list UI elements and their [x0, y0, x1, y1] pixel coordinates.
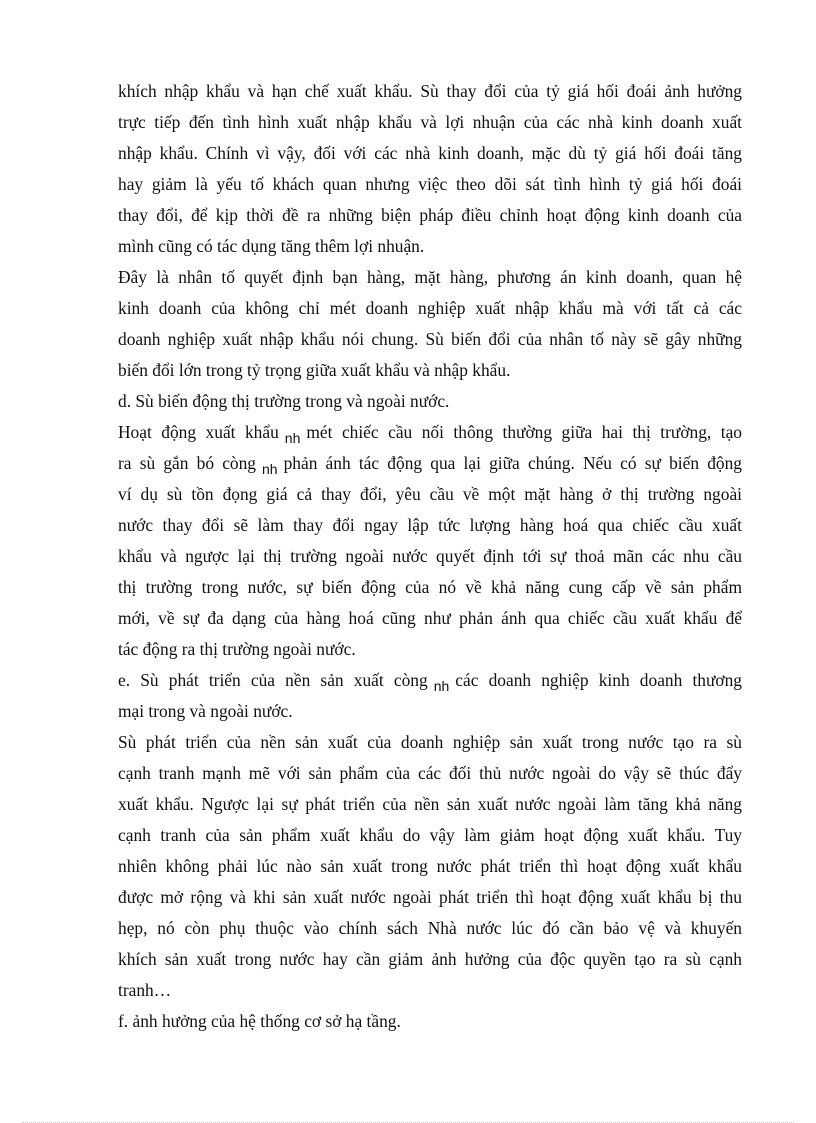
text-line: hẹp, nó còn phụ thuộc vào chính sách Nhà nước lúc đó cần bảo vệ và khuyến — [118, 918, 742, 938]
document-body — [118, 76, 742, 1037]
text-line: nước thay đổi sẽ làm thay đổi ngay lập tức lượng hàng hoá qua chiếc cầu xuất — [118, 515, 742, 535]
text-line: thay đổi, để kịp thời đề ra những biện pháp điều chỉnh hoạt động kinh doanh của — [118, 205, 742, 225]
text-line: mới, về sự đa dạng của hàng hoá cũng như phản ánh qua chiếc cầu xuất khẩu để — [118, 608, 742, 628]
text-line: xuất khẩu. Ngược lại sự phát triển của nền sản xuất nước ngoài làm tăng khả năng — [118, 794, 742, 814]
paragraph-market-fluctuation — [118, 417, 742, 665]
text-line: Đây là nhân tố quyết định bạn hàng, mặt hàng, phương án kinh doanh, quan hệ — [118, 267, 742, 287]
text-line: kinh doanh của không chỉ mét doanh nghiệp xuất nhập khẩu mà với tất cả các — [118, 298, 742, 318]
text-segment: phản ánh tác động qua lại giữa chúng. Nếu có sự biến động — [283, 453, 743, 473]
text-segment: các doanh nghiệp kinh doanh thương — [455, 670, 742, 690]
text-line: cạnh tranh mạnh mẽ với sản phẩm của các đối thủ nước ngoài do vậy sẽ thúc đẩy — [118, 763, 742, 783]
glyph-nh: nh — [262, 461, 278, 477]
text-line: ví dụ sù tồn đọng giá cả thay đổi, yêu cầu về một mặt hàng ở thị trường ngoài — [118, 484, 742, 504]
text-line — [118, 417, 742, 448]
section-heading-d: d. Sù biến động thị trường trong và ngoài nước. — [118, 391, 450, 411]
text-line: mại trong và ngoài nước. — [118, 701, 293, 721]
text-line: Sù phát triển của nền sản xuất của doanh nghiệp sản xuất trong nước tạo ra sù — [118, 732, 742, 752]
paragraph-exchange-rate — [118, 76, 742, 262]
text-line: tranh… — [118, 980, 172, 1000]
text-line: trực tiếp đến tình hình xuất nhập khẩu và lợi nhuận của các nhà kinh doanh xuất — [118, 112, 742, 132]
text-segment: e. Sù phát triển của nền sản xuất còng — [118, 670, 428, 690]
glyph-nh: nh — [433, 678, 450, 694]
text-line: nhiên không phải lúc nào sản xuất trong nước phát triển thì hoạt động xuất khẩu — [118, 856, 742, 876]
text-line: biến đổi lớn trong tỷ trọng giữa xuất khẩu và nhập khẩu. — [118, 360, 511, 380]
glyph-nh: nh — [284, 430, 301, 446]
paragraph-production-development — [118, 727, 742, 1006]
text-line — [118, 665, 742, 696]
text-line: khích nhập khẩu và hạn chế xuất khẩu. Sù thay đổi của tỷ giá hối đoái ảnh hưởng — [118, 81, 742, 101]
section-heading-e — [118, 665, 742, 727]
text-line: tác động ra thị trường ngoài nước. — [118, 639, 356, 659]
paragraph-decisive-factor — [118, 262, 742, 386]
section-heading-f: f. ảnh hưởng của hệ thống cơ sở hạ tầng. — [118, 1011, 401, 1031]
text-line: được mở rộng và khi sản xuất nước ngoài phát triển thì hoạt động xuất khẩu bị thu — [118, 887, 742, 907]
text-line: thị trường trong nước, sự biến động của nó về khả năng cung cấp về sản phẩm — [118, 577, 742, 597]
text-segment: ra sù gắn bó còng — [118, 453, 256, 473]
text-line: nhập khẩu. Chính vì vậy, đối với các nhà kinh doanh, mặc dù tỷ giá hối đoái tăng — [118, 143, 742, 163]
text-line: khích sản xuất trong nước hay cần giảm ảnh hưởng của độc quyền tạo ra sù cạnh — [118, 949, 742, 969]
text-line: mình cũng có tác dụng tăng thêm lợi nhuận. — [118, 236, 425, 256]
text-line: khẩu và ngược lại thị trường ngoài nước quyết định tới sự thoả mãn các nhu cầu — [118, 546, 742, 566]
text-segment: Hoạt động xuất khẩu — [118, 422, 279, 442]
text-line: hay giảm là yếu tố khách quan nhưng việc theo dõi sát tình hình tỷ giá hối đoái — [118, 174, 742, 194]
text-segment: mét chiếc cầu nối thông thường giữa hai thị trường, tạo — [306, 422, 743, 442]
text-line — [118, 448, 742, 479]
text-line: doanh nghiệp xuất nhập khẩu nói chung. Sù biến đổi của nhân tố này sẽ gây những — [118, 329, 742, 349]
text-line: cạnh tranh của sản phẩm xuất khẩu do vậy làm giảm hoạt động xuất khẩu. Tuy — [118, 825, 742, 845]
